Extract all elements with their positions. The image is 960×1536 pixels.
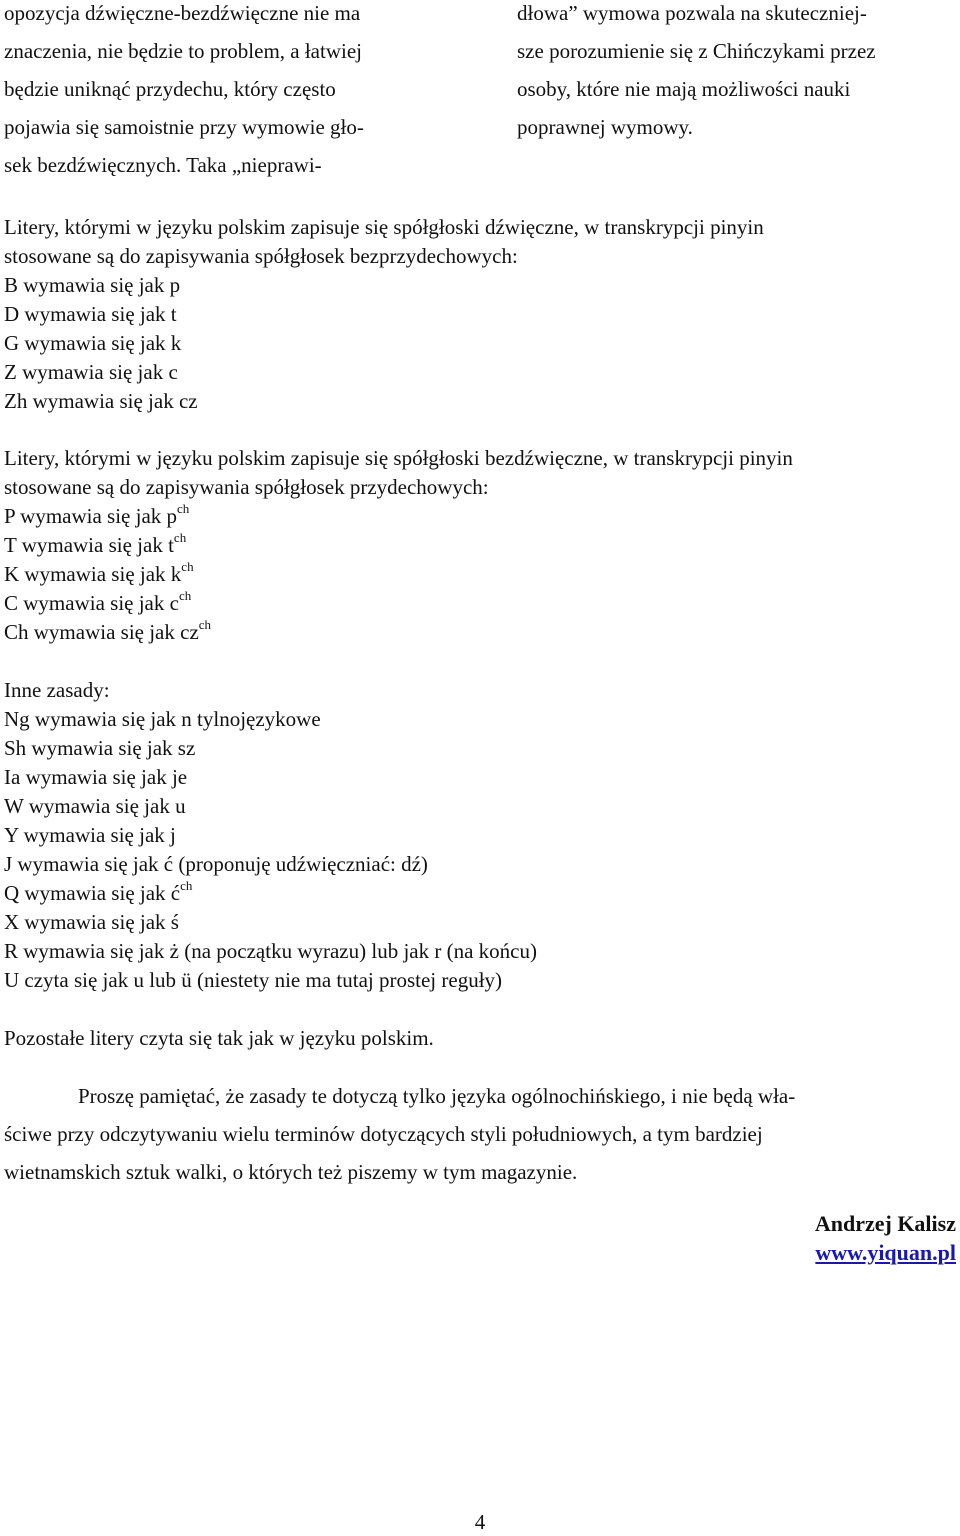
pronunciation-rule: X wymawia się jak ś	[4, 910, 179, 934]
right-column-line: osoby, które nie mają możliwości nauki	[517, 77, 851, 101]
paragraph-line: wietnamskich sztuk walki, o których też piszemy w tym magazynie.	[4, 1160, 578, 1184]
page-number: 4	[474, 1510, 486, 1534]
pronunciation-rule	[4, 502, 954, 531]
voiceless-consonants-section	[4, 444, 954, 647]
author-signature	[815, 1209, 956, 1267]
left-column-line: będzie uniknąć przydechu, który często	[4, 77, 336, 101]
section-intro-line: Litery, którymi w języku polskim zapisuje się spółgłoski bezdźwięczne, w transkrypcji pinyin	[4, 446, 793, 470]
aspiration-superscript: ch	[173, 530, 187, 545]
left-column-line: sek bezdźwięcznych. Taka „nieprawi-	[4, 153, 322, 177]
rule-text: C wymawia się jak c	[4, 591, 179, 615]
aspiration-superscript: ch	[177, 501, 190, 516]
pronunciation-rule: Sh wymawia się jak sz	[4, 736, 196, 760]
aspiration-superscript: ch	[198, 617, 212, 632]
paragraph-line: Proszę pamiętać, że zasady te dotyczą tylko języka ogólnochińskiego, i nie będą wła-	[78, 1084, 796, 1108]
rule-text: Q wymawia się jak ć	[4, 881, 181, 905]
author-name: Andrzej Kalisz	[814, 1211, 956, 1236]
remaining-letters-note	[4, 1024, 954, 1053]
left-column-line: opozycja dźwięczne-bezdźwięczne nie ma	[4, 1, 361, 25]
aspiration-superscript: ch	[178, 588, 192, 603]
section-heading: Inne zasady:	[4, 678, 110, 702]
rule-text: K wymawia się jak k	[4, 562, 182, 586]
pronunciation-rule: Z wymawia się jak c	[4, 360, 178, 384]
rule-text: Ch wymawia się jak cz	[4, 620, 199, 644]
left-column-line: pojawia się samoistnie przy wymowie gło-	[4, 115, 364, 139]
left-column-line: znaczenia, nie będzie to problem, a łatwiej	[4, 39, 362, 63]
left-column-text	[4, 0, 474, 190]
pronunciation-rule: J wymawia się jak ć (proponuję udźwięczniać: dź)	[4, 852, 428, 876]
pronunciation-rule: Ng wymawia się jak n tylnojęzykowe	[4, 707, 321, 731]
section-intro-line: stosowane są do zapisywania spółgłosek bezprzydechowych:	[4, 244, 518, 268]
section-intro-line: stosowane są do zapisywania spółgłosek przydechowych:	[4, 475, 489, 499]
pronunciation-rule	[4, 879, 954, 908]
pronunciation-rule: Ia wymawia się jak je	[4, 765, 188, 789]
pronunciation-rule: R wymawia się jak ż (na początku wyrazu) lub jak r (na końcu)	[4, 939, 537, 963]
pronunciation-rule	[4, 531, 954, 560]
pronunciation-rule: W wymawia się jak u	[4, 794, 186, 818]
other-rules-section	[4, 676, 954, 995]
rule-text: T wymawia się jak t	[4, 533, 174, 557]
aspiration-superscript: ch	[180, 878, 193, 893]
paragraph-line: ściwe przy odczytywaniu wielu terminów dotyczących styli południowych, a tym bardziej	[4, 1122, 763, 1146]
pronunciation-rule	[4, 618, 954, 647]
right-column-line: poprawnej wymowy.	[517, 115, 693, 139]
pronunciation-rule	[4, 589, 954, 618]
pronunciation-rule: B wymawia się jak p	[4, 273, 181, 297]
closing-paragraph	[4, 1077, 954, 1191]
voiced-consonants-section	[4, 213, 954, 416]
pronunciation-rule: D wymawia się jak t	[4, 302, 177, 326]
remaining-letters-text: Pozostałe litery czyta się tak jak w języku polskim.	[4, 1026, 434, 1050]
pronunciation-rule: U czyta się jak u lub ü (niestety nie ma tutaj prostej reguły)	[4, 968, 503, 992]
pronunciation-rule: Zh wymawia się jak cz	[4, 389, 198, 413]
pronunciation-rule: G wymawia się jak k	[4, 331, 182, 355]
aspiration-superscript: ch	[181, 559, 194, 574]
pronunciation-rule	[4, 560, 954, 589]
pronunciation-rule: Y wymawia się jak j	[4, 823, 176, 847]
right-column-line: sze porozumienie się z Chińczykami przez	[517, 39, 876, 63]
website-link[interactable]: www.yiquan.pl	[815, 1240, 956, 1265]
right-column-text	[517, 0, 947, 152]
right-column-line: dłowa” wymowa pozwala na skuteczniej-	[517, 1, 867, 25]
section-intro-line: Litery, którymi w języku polskim zapisuje się spółgłoski dźwięczne, w transkrypcji pinyin	[4, 215, 764, 239]
rule-text: P wymawia się jak p	[4, 504, 178, 528]
